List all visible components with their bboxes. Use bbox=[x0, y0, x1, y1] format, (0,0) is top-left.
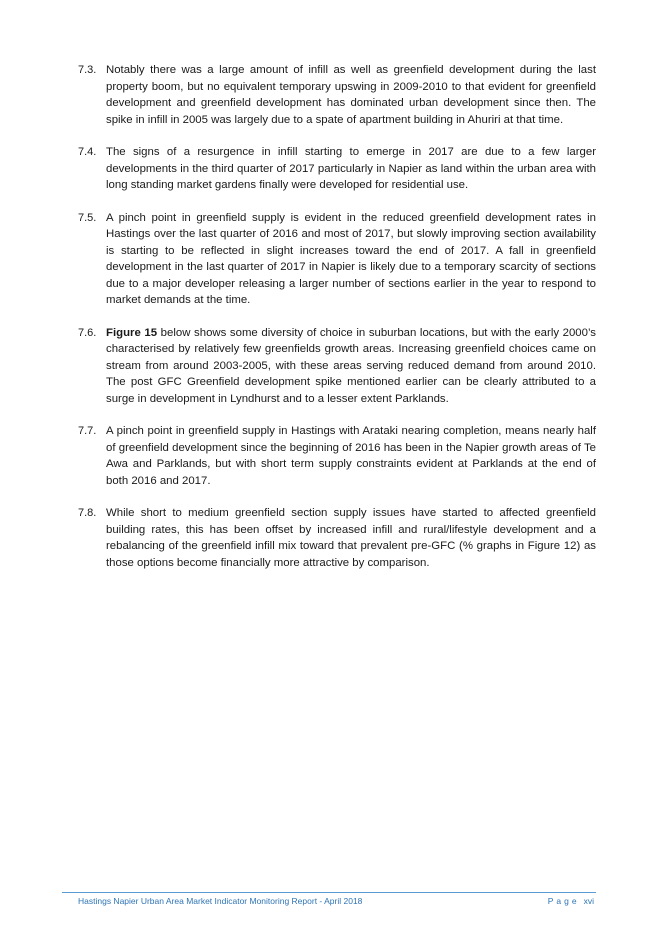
footer-divider bbox=[62, 892, 596, 893]
paragraph-text bbox=[106, 423, 596, 489]
paragraph-text bbox=[106, 505, 596, 571]
paragraph-text bbox=[106, 325, 596, 408]
paragraph-body: The signs of a resurgence in infill starting to emerge in 2017 are due to a few larger developments in the third quarter of 2017 particularly in Napier as land within the urban area with long standing market gardens finally were developed for residential use. bbox=[106, 146, 596, 191]
paragraph-7-5 bbox=[78, 210, 596, 309]
paragraph-text bbox=[106, 144, 596, 194]
paragraph-number: 7.7. bbox=[78, 425, 97, 437]
paragraph-7-8 bbox=[78, 505, 596, 571]
paragraph-number: 7.3. bbox=[78, 64, 97, 76]
paragraph-number: 7.5. bbox=[78, 211, 97, 224]
paragraph-body: below shows some diversity of choice in suburban locations, but with the early 2000’s characterised by relatively few greenfields growth areas. Increasing greenfield choices came on stream from around 2003-2005, with these areas serving reduced demand from around 2010. The post GFC Greenfield development spike mentioned earlier can be clearly attributed to a surge in development in Lyndhurst and to a lesser extent Parklands. bbox=[106, 326, 596, 405]
paragraph-number: 7.6. bbox=[78, 326, 97, 339]
paragraph-body: Notably there was a large amount of infill as well as greenfield development during the last property boom, but no equivalent temporary upswing in 2009-2010 to that evident for greenfield development and greenfield development has dominated urban development since then. The spike in infill in 2005 was largely due to a spate of apartment building in Ahuriri at that time. bbox=[106, 64, 596, 126]
paragraph-body: While short to medium greenfield section supply issues have started to affected greenfield building rates, this has been offset by increased infill and rural/lifestyle development and a rebalancing of the greenfield infill mix toward that prevalent pre-GFC (% graphs in Figure 12) as those options become financially more attractive by comparison. bbox=[106, 507, 596, 569]
paragraph-list bbox=[78, 62, 596, 587]
paragraph-number: 7.8. bbox=[78, 507, 97, 519]
paragraph-7-4 bbox=[78, 144, 596, 194]
paragraph-7-3 bbox=[78, 62, 596, 128]
footer-page-label: Page bbox=[547, 896, 580, 906]
paragraph-body: A pinch point in greenfield supply in Hastings with Arataki nearing completion, means nearly half of greenfield development since the beginning of 2016 has been in the Napier growth areas of Te Awa and Parklands, but with short term supply constraints evident at Parklands at the end of both 2016 and 2017. bbox=[106, 425, 596, 487]
paragraph-7-6 bbox=[78, 325, 596, 408]
figure-reference: Figure 15 bbox=[106, 326, 158, 339]
paragraph-7-7 bbox=[78, 423, 596, 489]
paragraph-body: A pinch point in greenfield supply is evident in the reduced greenfield development rates in Hastings over the last quarter of 2016 and most of 2017, but slowly improving section availability is starting to be reflected in slight increases toward the end of 2017. A fall in greenfield development in the last quarter of 2017 in Napier is likely due to a temporary scarcity of sections due to a major developer releasing a larger number of sections earlier in the year to respond to market demands at the time. bbox=[106, 211, 596, 306]
paragraph-text bbox=[106, 210, 596, 309]
footer-page-indicator bbox=[548, 896, 594, 906]
paragraph-number: 7.4. bbox=[78, 146, 97, 158]
footer-report-title: Hastings Napier Urban Area Market Indicator Monitoring Report - April 2018 bbox=[78, 896, 363, 906]
paragraph-text bbox=[106, 62, 596, 128]
footer-page-number: xvi bbox=[583, 896, 594, 906]
